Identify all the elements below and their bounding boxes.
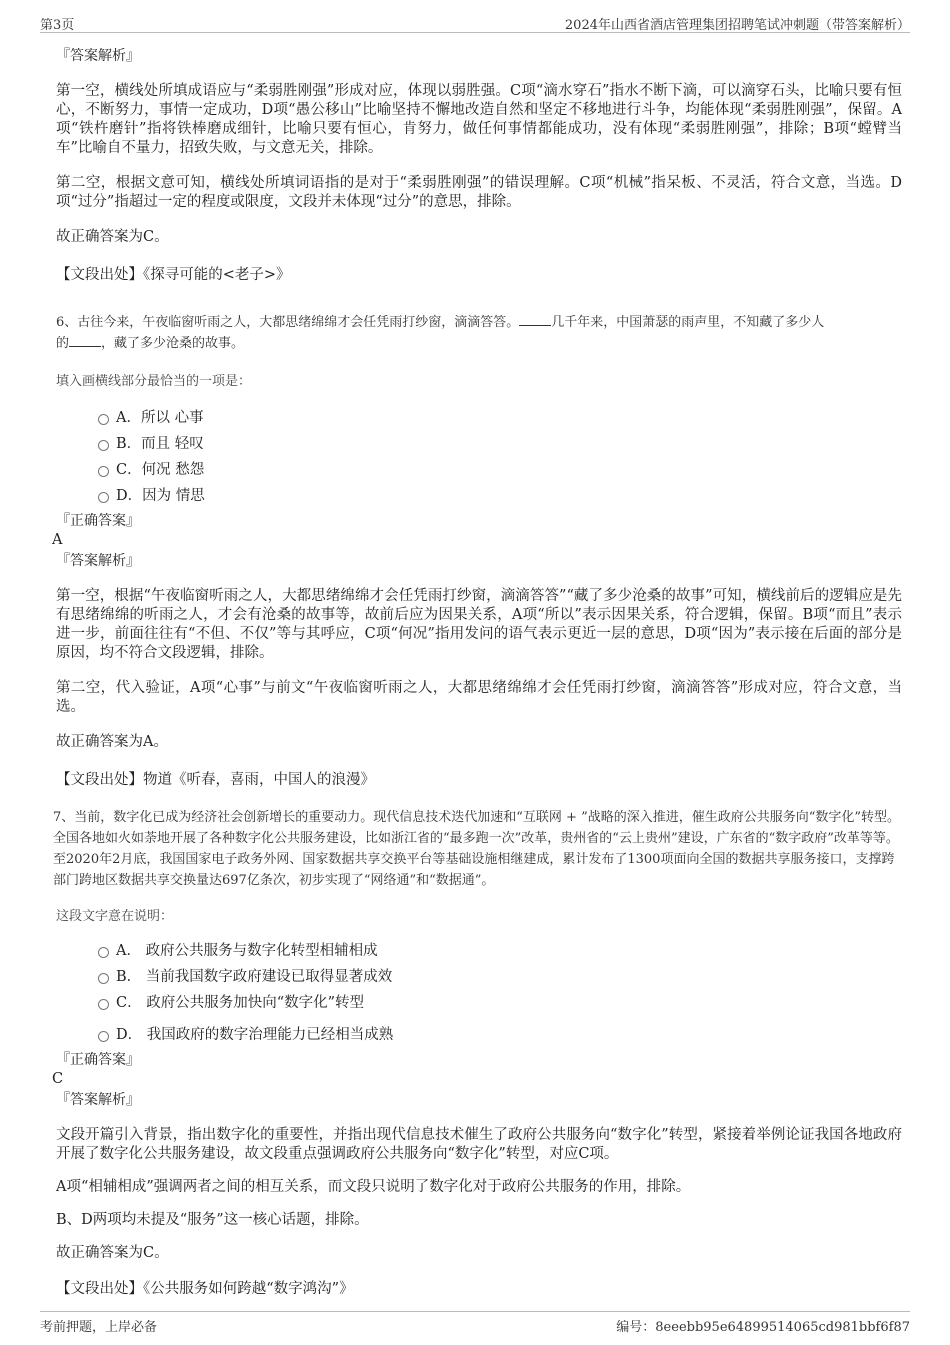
footer-serial: 编号：8eeebb95e64899514065cd981bbf6f87 [616,1320,910,1335]
footer-slogan: 考前押题，上岸必备 [40,1320,158,1335]
q7-analysis-p1: 文段开篇引入背景，指出数字化的重要性，并指出现代信息技术催生了政府公共服务向“数字化”转型，紧接着举例论证我国各地政府开展了数字化公共服务建设，故文段重点强调政府公共服务向“数字化”转型，对应C项。 [56,1127,902,1162]
radio-icon[interactable] [98,414,109,425]
q6-option-b[interactable]: B．而且 轻叹 [56,431,902,457]
q6-option-d[interactable]: D．因为 情思 [56,483,902,509]
q7-correct-label: 『正确答案』 [56,1052,140,1068]
q6-analysis-label: 『答案解析』 [56,553,140,569]
q6-source: 【文段出处】物道《听春，喜雨，中国人的浪漫》 [56,772,375,788]
q6-conclusion: 故正确答案为A。 [56,734,168,750]
radio-icon[interactable] [98,973,109,984]
page-number: 第3页 [40,18,75,33]
q6-instruction: 填入画横线部分最恰当的一项是： [56,374,252,389]
q7-option-d[interactable]: D． 我国政府的数字治理能力已经相当成熟 [56,1022,902,1048]
q5-analysis-p1: 第一空，横线处所填成语应与“柔弱胜刚强”形成对应，体现以弱胜强。C项“滴水穿石”指水不断下滴，可以滴穿石头，比喻只要有恒心，不断努力，事情一定成功，D项“愚公移山”比喻坚持不懈地改造自然和坚定不移地进行斗争，均能体现“柔弱胜刚强”，保留。A项“铁杵磨针”指将铁棒磨成细针，比喻只要有恒心，肯努力，做任何事情都能成功，没有体现“柔弱胜刚强”，排除；B项“螳臂当车”比喻自不量力，招致失败，与文意无关，排除。 [56,83,902,156]
q6-correct-label: 『正确答案』 [56,513,140,529]
q7-instruction: 这段文字意在说明： [56,909,174,924]
q6-analysis-p2: 第二空，代入验证，A项“心事”与前文“午夜临窗听雨之人，大都思绪绵绵才会任凭雨打纱窗，滴滴答答”形成对应，符合文意，当选。 [56,680,902,715]
q7-stem: 7、当前，数字化已成为经济社会创新增长的重要动力。现代信息技术迭代加速和“互联网 + ”战略的深入推进，催生政府公共服务向“数字化”转型。全国各地如火如荼地开展了各种数字化公共服务建设，比如浙江省的“最多跑一次”改革，贵州省的“云上贵州”建设，广东省的“数字政府”改革等等。至2020年2月底，我国国家电子政务外网、国家数据共享交换平台等基础设施相继建成，累计发布了1300项面向全国的数据共享服务接口，支撑跨部门跨地区数据共享交换量达697亿条次，初步实现了“网络通”和“数据通”。 [53,810,901,888]
q6-stem-a: 6、古往今来，午夜临窗听雨之人，大都思绪绵绵才会任凭雨打纱窗，滴滴答答。 [56,315,520,330]
q7-analysis-p2: A项“相辅相成”强调两者之间的相互关系，而文段只说明了数字化对于政府公共服务的作用，排除。 [56,1179,691,1195]
q6-blank-2 [69,334,101,347]
q7-option-a[interactable]: A． 政府公共服务与数字化转型相辅相成 [56,938,902,964]
q5-analysis-label: 『答案解析』 [56,48,140,64]
q7-analysis-label: 『答案解析』 [56,1092,140,1108]
page-footer [40,1311,910,1334]
q6-correct-answer: A [52,532,63,548]
q7-analysis-p3: B、D两项均未提及“服务”这一核心话题，排除。 [56,1212,369,1228]
page-header [40,12,910,33]
q6-analysis-p1: 第一空，根据“午夜临窗听雨之人，大都思绪绵绵才会任凭雨打纱窗，滴滴答答”“藏了多少沧桑的故事”可知，横线前后的逻辑应是先有思绪绵绵的听雨之人，才会有沧桑的故事等，故前后应为因果关系，A项“所以”表示因果关系，符合逻辑，保留。B项“而且”表示进一步，前面往往有“不但、不仅”等与其呼应，C项“何况”指用发问的语气表示更近一层的意思，D项“因为”表示接在后面的部分是原因，均不符合文段逻辑，排除。 [56,588,902,661]
q6-options [56,405,902,509]
document-title: 2024年山西省酒店管理集团招聘笔试冲刺题（带答案解析） [564,18,910,33]
q6-stem-b: 几千年来，中国萧瑟的雨声里，不知藏了多少人 [551,315,825,330]
q5-analysis-p2: 第二空，根据文意可知，横线处所填词语指的是对于“柔弱胜刚强”的错误理解。C项“机械”指呆板、不灵活，符合文意，当选。D项“过分”指超过一定的程度或限度，文段并未体现“过分”的意思，排除。 [56,175,902,210]
radio-icon[interactable] [98,492,109,503]
q5-conclusion: 故正确答案为C。 [56,229,169,245]
q6-stem [56,312,902,354]
q5-source: 【文段出处】《探寻可能的<老子>》 [56,267,291,283]
q6-option-a[interactable]: A．所以 心事 [56,405,902,431]
q6-blank-1 [519,313,551,326]
q6-stem-c: 的 [56,336,70,351]
q7-source: 【文段出处】《公共服务如何跨越“数字鸿沟”》 [56,1281,354,1297]
page-content [52,42,902,1298]
q7-option-c[interactable]: C． 政府公共服务加快向“数字化”转型 [56,990,902,1016]
q6-stem-d: ，藏了多少沧桑的故事。 [101,336,245,351]
radio-icon[interactable] [98,440,109,451]
radio-icon[interactable] [98,999,109,1010]
radio-icon[interactable] [98,466,109,477]
q7-correct-answer: C [52,1071,64,1087]
radio-icon[interactable] [98,1031,109,1042]
radio-icon[interactable] [98,947,109,958]
q7-options [56,938,902,1048]
q7-option-b[interactable]: B． 当前我国数字政府建设已取得显著成效 [56,964,902,990]
q6-option-c[interactable]: C．何况 愁怨 [56,457,902,483]
q7-conclusion: 故正确答案为C。 [56,1245,169,1261]
